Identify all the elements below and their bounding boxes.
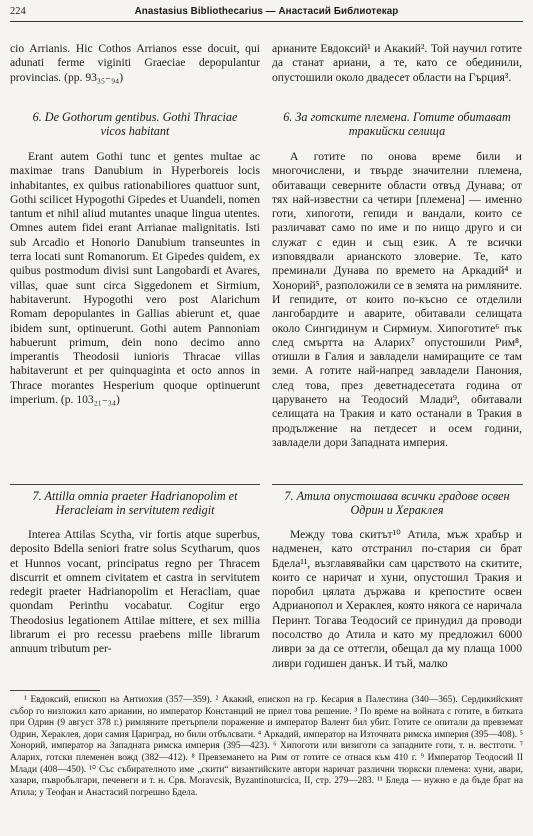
footnotes bbox=[10, 695, 523, 799]
running-header bbox=[10, 6, 523, 20]
latin-top-text: cio Arrianis. Hic Cothos Arrianos esse docuit, qui adunati ferme viginiti Graeciae depopulantur provincias. (pp. 93₃₅₋₉₄) bbox=[10, 42, 260, 84]
page-number: 224 bbox=[10, 6, 26, 17]
bulgarian-top-text-block bbox=[272, 42, 522, 85]
latin-section6-title: 6. De Gothorum gentibus. Gothi Thraciae vicos habitant bbox=[32, 110, 238, 139]
latin-section7-title-block bbox=[10, 489, 260, 518]
latin-section6-text: Erant autem Gothi tunc et gentes multae ac maximae trans Danubium in Hyperboreis locis inhabitantes, ex quibus rationabiliores quattuor sunt, Gothi scilicet Hypogothi Gipedes et Uuandeli, nomen tantum et nihil aliud mutantes unaque lingua utentes. Omnes autem fidei erant Arrianae malignitatis. Isti sub Arcadio et Honorio Danubium transeuntes in terra locati sunt Romanorum. Et Gipedes quidem, ex quibus postmodum divisi sunt Langobardi et Avares, villas, quae sunt circa Siggedonem et Sirmium, habitaverunt. Hypogothi vero post Alarichum Romam depopulantes in Gallias abierunt et, quae ibidem sunt, optinuerunt. Gothi autem Pannoniam habuerunt primum, dein nono decimo anno imperantis Theodosii iunioris Thracae villas habitaverunt et per quinquaginta et octo annos in Thrace morantes Hesperium quoque optinuerunt imperium. (p. 103₂₁₋₃₄) bbox=[10, 150, 260, 407]
bulgarian-section7-text-block bbox=[272, 528, 522, 671]
latin-section7-title: 7. Attilla omnia praeter Hadrianopolim et Heracleiam in servitutem redigit bbox=[32, 489, 238, 518]
bulgarian-section6-text-block bbox=[272, 150, 522, 450]
latin-section7-text-block bbox=[10, 528, 260, 657]
latin-section6-title-block bbox=[10, 110, 260, 139]
header-rule bbox=[10, 21, 523, 22]
latin-top-text-block bbox=[10, 42, 260, 85]
bulgarian-section6-title-block bbox=[272, 110, 522, 139]
bulgarian-section6-text: А готите по онова време били и многочислени, и твърде значителни племена, обитаващи северните области отвъд Дунава; от тях най-известни са четири [племена] — именно готи, хипоготи, гепиди и вандали, които се различават само по име и по нищо друго и си служат с един и същ език. А те всички изповядвали арианското зловерие. Те, като преминали Дунава по времето на Аркадий⁴ и Хонорий⁵, разположили се в земята на римляните. И гепидите, от които по-късно се отделили лангобардите и аварите, обитавали селищата около Сингидинум и Сирмиум. Хипоготите⁶ пък след смъртта на Аларих⁷ опустошили Рим⁸, отишли в Галия и завладели намиращите се там земи. А готите най-напред завладели Панония, след това, през деветнадесетата година от царуването на Теодосий Млади⁹, обитавали селищата на Тракия и като останали в Тракия в продължение на петдесет и осем години, завладели дори Западната империя. bbox=[272, 150, 522, 449]
bulgarian-section7-text: Между това скитът¹⁰ Атила, мъж храбър и надменен, като отстранил по-стария си брат Бдела¹¹, възглавявайки сам царството на скитите, които се наричат и хуни, опустошил Тракия и поробил цялата държава и крепостите освен Адрианопол и Хераклея, която някога се наричала Перинт. Тогава Теодосий се принудил да проводи посолство до Атила и като му предложил 6000 ливри за да се оттегли, обещал да му плаща 1000 ливри годишен данък. И тъй, малко bbox=[272, 528, 522, 670]
bulgarian-top-text: арианите Евдоксий¹ и Акакий². Той научил готите да станат ариани, а те, като се обединили, опустошили около двадесет области на Гърция³. bbox=[272, 42, 522, 84]
footnote-rule bbox=[10, 690, 100, 691]
bulgarian-section6-title: 6. За готските племена. Готите обитават тракийски селища bbox=[283, 110, 511, 139]
latin-section7-text: Interea Attilas Scytha, vir fortis atque superbus, deposito Bdella seniori fratre solus Scytharum, quos et Hunnos vocant, principatus regno per Thracem discurrit et omnem civitatem et castra in servitutem redegit praeter Hadrianopolim et Heracliam, quae quondam Perinthu vocabatur. Cogitur ergo Theodosius legationem Attilae mittere, et sex millia librarum ei pro recessu praebens mille librarum annuum tributum per- bbox=[10, 528, 260, 656]
running-title: Anastasius Bibliothecarius — Анастасий Библиотекар bbox=[134, 6, 399, 17]
left-section-separator bbox=[10, 484, 260, 485]
bulgarian-section7-title-block bbox=[272, 489, 522, 518]
latin-section6-text-block bbox=[10, 150, 260, 407]
bulgarian-section7-title: 7. Атила опустошава всички градове освен Одрин и Хераклея bbox=[284, 489, 510, 518]
footnote-block: ¹ Евдоксий, епископ на Антиохия (357—359). ² Акакий, епископ на гр. Кесария в Палестина (340—365). Сердикийският събор го низложил като арианин, но император Констанций не приел това решение. ³ По време на войната с готите, в битката при Одрин (9 август 378 г.) римляните претърпели поражение и император Валент бил убит. Готите се опитали да превземат Одрин, Хераклея, дори самия Цариград, но били отбълсвати. ⁴ Аркадий, император на Източната римска империя (395—408). ⁵ Хонорий, император на Западната римска империя (395—423). ⁶ Хипоготи или визиготи са западните готи, т. н. вестготи. ⁷ Аларих, готски племенен вожд (382—412). ⁸ Превземането на Рим от готите се отнася към 410 г. ⁹ Император Теодосий II Млади (408—450). ¹⁰ Със събирателното име „скити“ византийските автори наричат различни тюркски племена: хуни, авари, хазари, пъвробългари, печенеги и т. н. Срв. Moravcsik, Byzantinoturcica, II, стр. 279—283. ¹¹ Бледа — нужно е да бъде брат на Атила; у Теофан и Анастасий погрешно Бдела. bbox=[10, 695, 523, 798]
right-section-separator bbox=[272, 484, 523, 485]
